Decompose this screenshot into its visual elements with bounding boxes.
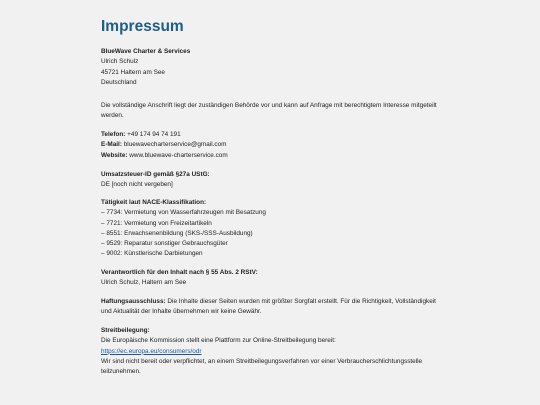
phone-value[interactable]: +49 174 94 74 191 bbox=[127, 131, 181, 138]
dispute-label: Streitbeilegung: bbox=[101, 327, 150, 334]
dispute-section bbox=[101, 326, 441, 377]
address-note-text: Die vollständige Anschrift liegt der zuständigen Behörde vor und kann auf Anfrage mit berechtigtem Interesse mitgeteilt werden. bbox=[101, 102, 437, 120]
phone-row bbox=[101, 130, 521, 140]
vat-value: DE [noch nicht vergeben] bbox=[101, 181, 173, 189]
vat-section bbox=[101, 170, 521, 191]
company-address bbox=[101, 47, 521, 88]
responsible-section bbox=[101, 268, 521, 289]
responsible-label: Verantwortlich für den Inhalt nach § 55 Abs. 2 RStV: bbox=[101, 269, 258, 276]
company-name: BlueWave Charter & Services bbox=[101, 48, 191, 55]
email-label: E-Mail: bbox=[101, 141, 122, 149]
nace-item: – 8551: Erwachsenenbildung (SKS-/SSS-Ausbildung) bbox=[101, 229, 253, 237]
liability-label: Haftungsausschluss: bbox=[101, 298, 166, 305]
website-label: Website: bbox=[101, 151, 128, 159]
nace-item: – 9529: Reparatur sonstiger Gebrauchsgüter bbox=[101, 240, 228, 248]
vat-label: Umsatzsteuer-ID gemäß §27a UStG: bbox=[101, 171, 210, 178]
website-row bbox=[101, 151, 521, 161]
dispute-line1: Die Europäische Kommission stellt eine Plattform zur Online-Streitbeilegung bereit: bbox=[101, 337, 336, 345]
address-note bbox=[101, 101, 441, 122]
nace-label: Tätigkeit laut NACE-Klassifikation: bbox=[101, 199, 207, 206]
nace-item: – 7721: Vermietung von Freizeitartikeln bbox=[101, 219, 212, 227]
email-row bbox=[101, 140, 521, 150]
phone-label: Telefon: bbox=[101, 131, 126, 138]
page-title: Impressum bbox=[101, 18, 184, 35]
liability-text: Die Inhalte dieser Seiten wurden mit größter Sorgfalt erstellt. Für die Richtigkeit, Vollständigkeit und Aktualität der Inhalte übernehmen wir keine Gewähr. bbox=[101, 298, 436, 316]
contact-section bbox=[101, 130, 521, 161]
responsible-value: Ulrich Schulz, Haltern am See bbox=[101, 279, 187, 287]
nace-item: – 9002: Künstlerische Darbietungen bbox=[101, 250, 203, 258]
odr-link[interactable]: https://ec.europa.eu/consumers/odr bbox=[101, 347, 202, 355]
website-value[interactable]: www.bluewave-charterservice.com bbox=[129, 151, 228, 159]
company-person: Ulrich Schulz bbox=[101, 58, 139, 66]
nace-section bbox=[101, 198, 521, 260]
dispute-line2: Wir sind nicht bereit oder verpflichtet, an einem Streitbeilegungsverfahren vor einer Verbraucherschlichtungsstelle teilzunehmen. bbox=[101, 357, 423, 376]
nace-item: – 7734: Vermietung von Wasserfahrzeugen mit Besatzung bbox=[101, 209, 266, 217]
liability-section bbox=[101, 297, 446, 318]
company-city: 45721 Haltern am See bbox=[101, 68, 165, 76]
company-country: Deutschland bbox=[101, 78, 137, 86]
email-value[interactable]: bluewavecharterservice@gmail.com bbox=[123, 141, 227, 149]
liability-paragraph bbox=[101, 297, 446, 318]
